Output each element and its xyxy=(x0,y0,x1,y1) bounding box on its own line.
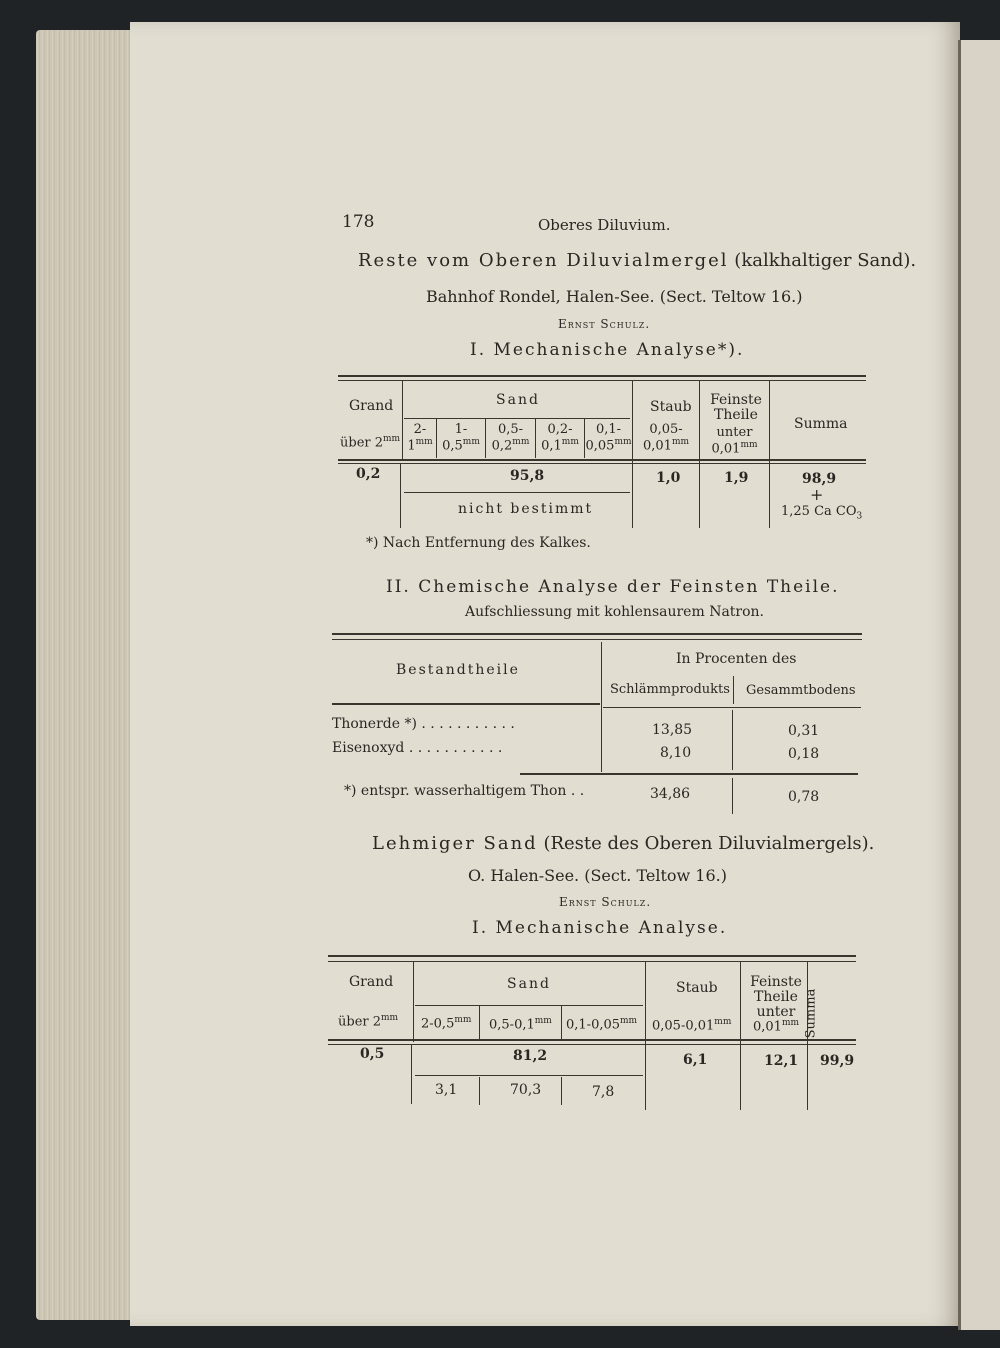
section1-author: Ernst Schulz. xyxy=(558,317,651,331)
t3-value-grand: 0,5 xyxy=(360,1046,385,1062)
t1-staub-range: 0,05- $0,01^{mm}$ xyxy=(642,422,690,454)
t3-header-staub: Staub xyxy=(676,980,718,996)
section1-location: Bahnhof Rondel, Halen-See. (Sect. Teltow 16.) xyxy=(426,287,803,306)
t3-value-sand-part-3: 7,8 xyxy=(592,1084,615,1100)
section3-title-main: Lehmiger Sand xyxy=(372,833,538,854)
t2-header-bestandtheile: Bestandtheile xyxy=(396,662,520,678)
t3-header-sand: Sand xyxy=(507,976,551,992)
t2-footnote-b: 0,78 xyxy=(788,789,820,805)
t3-sand-col-2: $0,5-0,1^{mm}$ xyxy=(489,1016,552,1033)
section1-title-paren: (kalkhaltiger Sand). xyxy=(734,250,917,271)
page-number: 178 xyxy=(342,212,375,232)
book-page-edges xyxy=(36,30,136,1320)
section3-title-paren: (Reste des Oberen Diluvialmergels). xyxy=(543,833,875,854)
facing-page-edge xyxy=(958,40,1000,1330)
t3-value-summa: 99,9 xyxy=(820,1053,855,1069)
t2-footnote-a: 34,86 xyxy=(650,786,691,802)
t1-header-sand: Sand xyxy=(496,392,540,408)
t1-header-summa: Summa xyxy=(794,416,848,432)
running-head: Oberes Diluvium. xyxy=(538,216,671,234)
section3-location: O. Halen-See. (Sect. Teltow 16.) xyxy=(468,866,727,885)
t1-sand-col-5: 0,1- $0,05^{mm}$ xyxy=(585,422,632,454)
t2-row-eisenoxyd-a: 8,10 xyxy=(660,745,692,761)
t3-value-sand-part-1: 3,1 xyxy=(435,1082,458,1098)
t1-sand-col-3: 0,5- $0,2^{mm}$ xyxy=(491,422,530,454)
t2-row-eisenoxyd-b: 0,18 xyxy=(788,746,820,762)
t1-header-grand-sub: über $2^{mm}$ xyxy=(340,434,401,451)
t3-sand-col-3: $0,1-0,05^{mm}$ xyxy=(566,1016,638,1033)
t2-footnote-label: *) entspr. wasserhaltigem Thon . . xyxy=(344,783,585,799)
t1-sand-col-1: 2- $1^{mm}$ xyxy=(407,422,433,454)
section2-title: II. Chemische Analyse der Feinsten Theile. xyxy=(386,577,840,597)
t3-header-grand: Grand xyxy=(349,974,394,990)
t2-header-procenten: In Procenten des xyxy=(676,651,797,667)
section1-title-main: Reste vom Oberen Diluvialmergel xyxy=(358,250,729,271)
t1-header-theile: Theile xyxy=(714,407,758,423)
t1-value-summa: 98,9 xyxy=(802,471,837,487)
t1-sand-col-2: 1- $0,5^{mm}$ xyxy=(442,422,480,454)
t1-value-sand: 95,8 xyxy=(510,468,545,484)
t1-header-feinste: Feinste xyxy=(710,392,762,408)
t3-staub-range: $0,05-0,01^{mm}$ xyxy=(652,1017,732,1034)
t3-value-sand: 81,2 xyxy=(513,1048,548,1064)
t2-row-thonerde-label: Thonerde *) . . . . . . . . . . . xyxy=(332,716,515,732)
t3-value-feinste: 12,1 xyxy=(764,1053,799,1069)
t2-row-thonerde-b: 0,31 xyxy=(788,723,820,739)
t3-feinste-range: $0,01^{mm}$ xyxy=(753,1018,800,1035)
t2-header-gesammtbodens: Gesammtbodens xyxy=(746,683,856,698)
section3-title xyxy=(372,833,874,854)
t3-header-theile: Theile xyxy=(754,989,798,1005)
t1-value-sand-note: nicht bestimmt xyxy=(458,501,594,517)
t3-value-staub: 6,1 xyxy=(683,1052,708,1068)
t3-header-grand-sub: über $2^{mm}$ xyxy=(338,1013,399,1030)
t2-row-thonerde-a: 13,85 xyxy=(652,722,693,738)
t3-header-feinste: Feinste xyxy=(750,974,802,990)
t1-value-plus: + xyxy=(810,485,824,504)
t3-sand-col-1: $2-0,5^{mm}$ xyxy=(421,1015,472,1032)
section1-footnote: *) Nach Entfernung des Kalkes. xyxy=(366,535,591,551)
section2-subtitle: Aufschliessung mit kohlensaurem Natron. xyxy=(465,604,765,620)
t1-feinste-range: unter $0,01^{mm}$ xyxy=(711,425,758,457)
t3-header-summa: Summa xyxy=(803,988,819,1039)
section3-author: Ernst Schulz. xyxy=(559,895,652,909)
t1-sand-col-4: 0,2- $0,1^{mm}$ xyxy=(541,422,579,454)
t2-row-eisenoxyd-label: Eisenoxyd . . . . . . . . . . . xyxy=(332,740,503,756)
t3-value-sand-part-2: 70,3 xyxy=(510,1082,542,1098)
t2-header-schlammprodukts: Schlämmprodukts xyxy=(610,682,730,697)
section1-title xyxy=(358,250,916,271)
t1-header-grand: Grand xyxy=(349,398,394,414)
t1-value-feinste: 1,9 xyxy=(724,470,749,486)
t1-value-staub: 1,0 xyxy=(656,470,681,486)
section1-table-title: I. Mechanische Analyse*). xyxy=(470,340,745,360)
t1-header-staub: Staub xyxy=(650,399,692,415)
t3-header-unter: unter xyxy=(756,1004,796,1020)
t1-value-caco3: 1,25 Ca $CO_3$ xyxy=(781,504,863,522)
t1-value-grand: 0,2 xyxy=(356,466,381,482)
section3-table-title: I. Mechanische Analyse. xyxy=(472,918,728,938)
